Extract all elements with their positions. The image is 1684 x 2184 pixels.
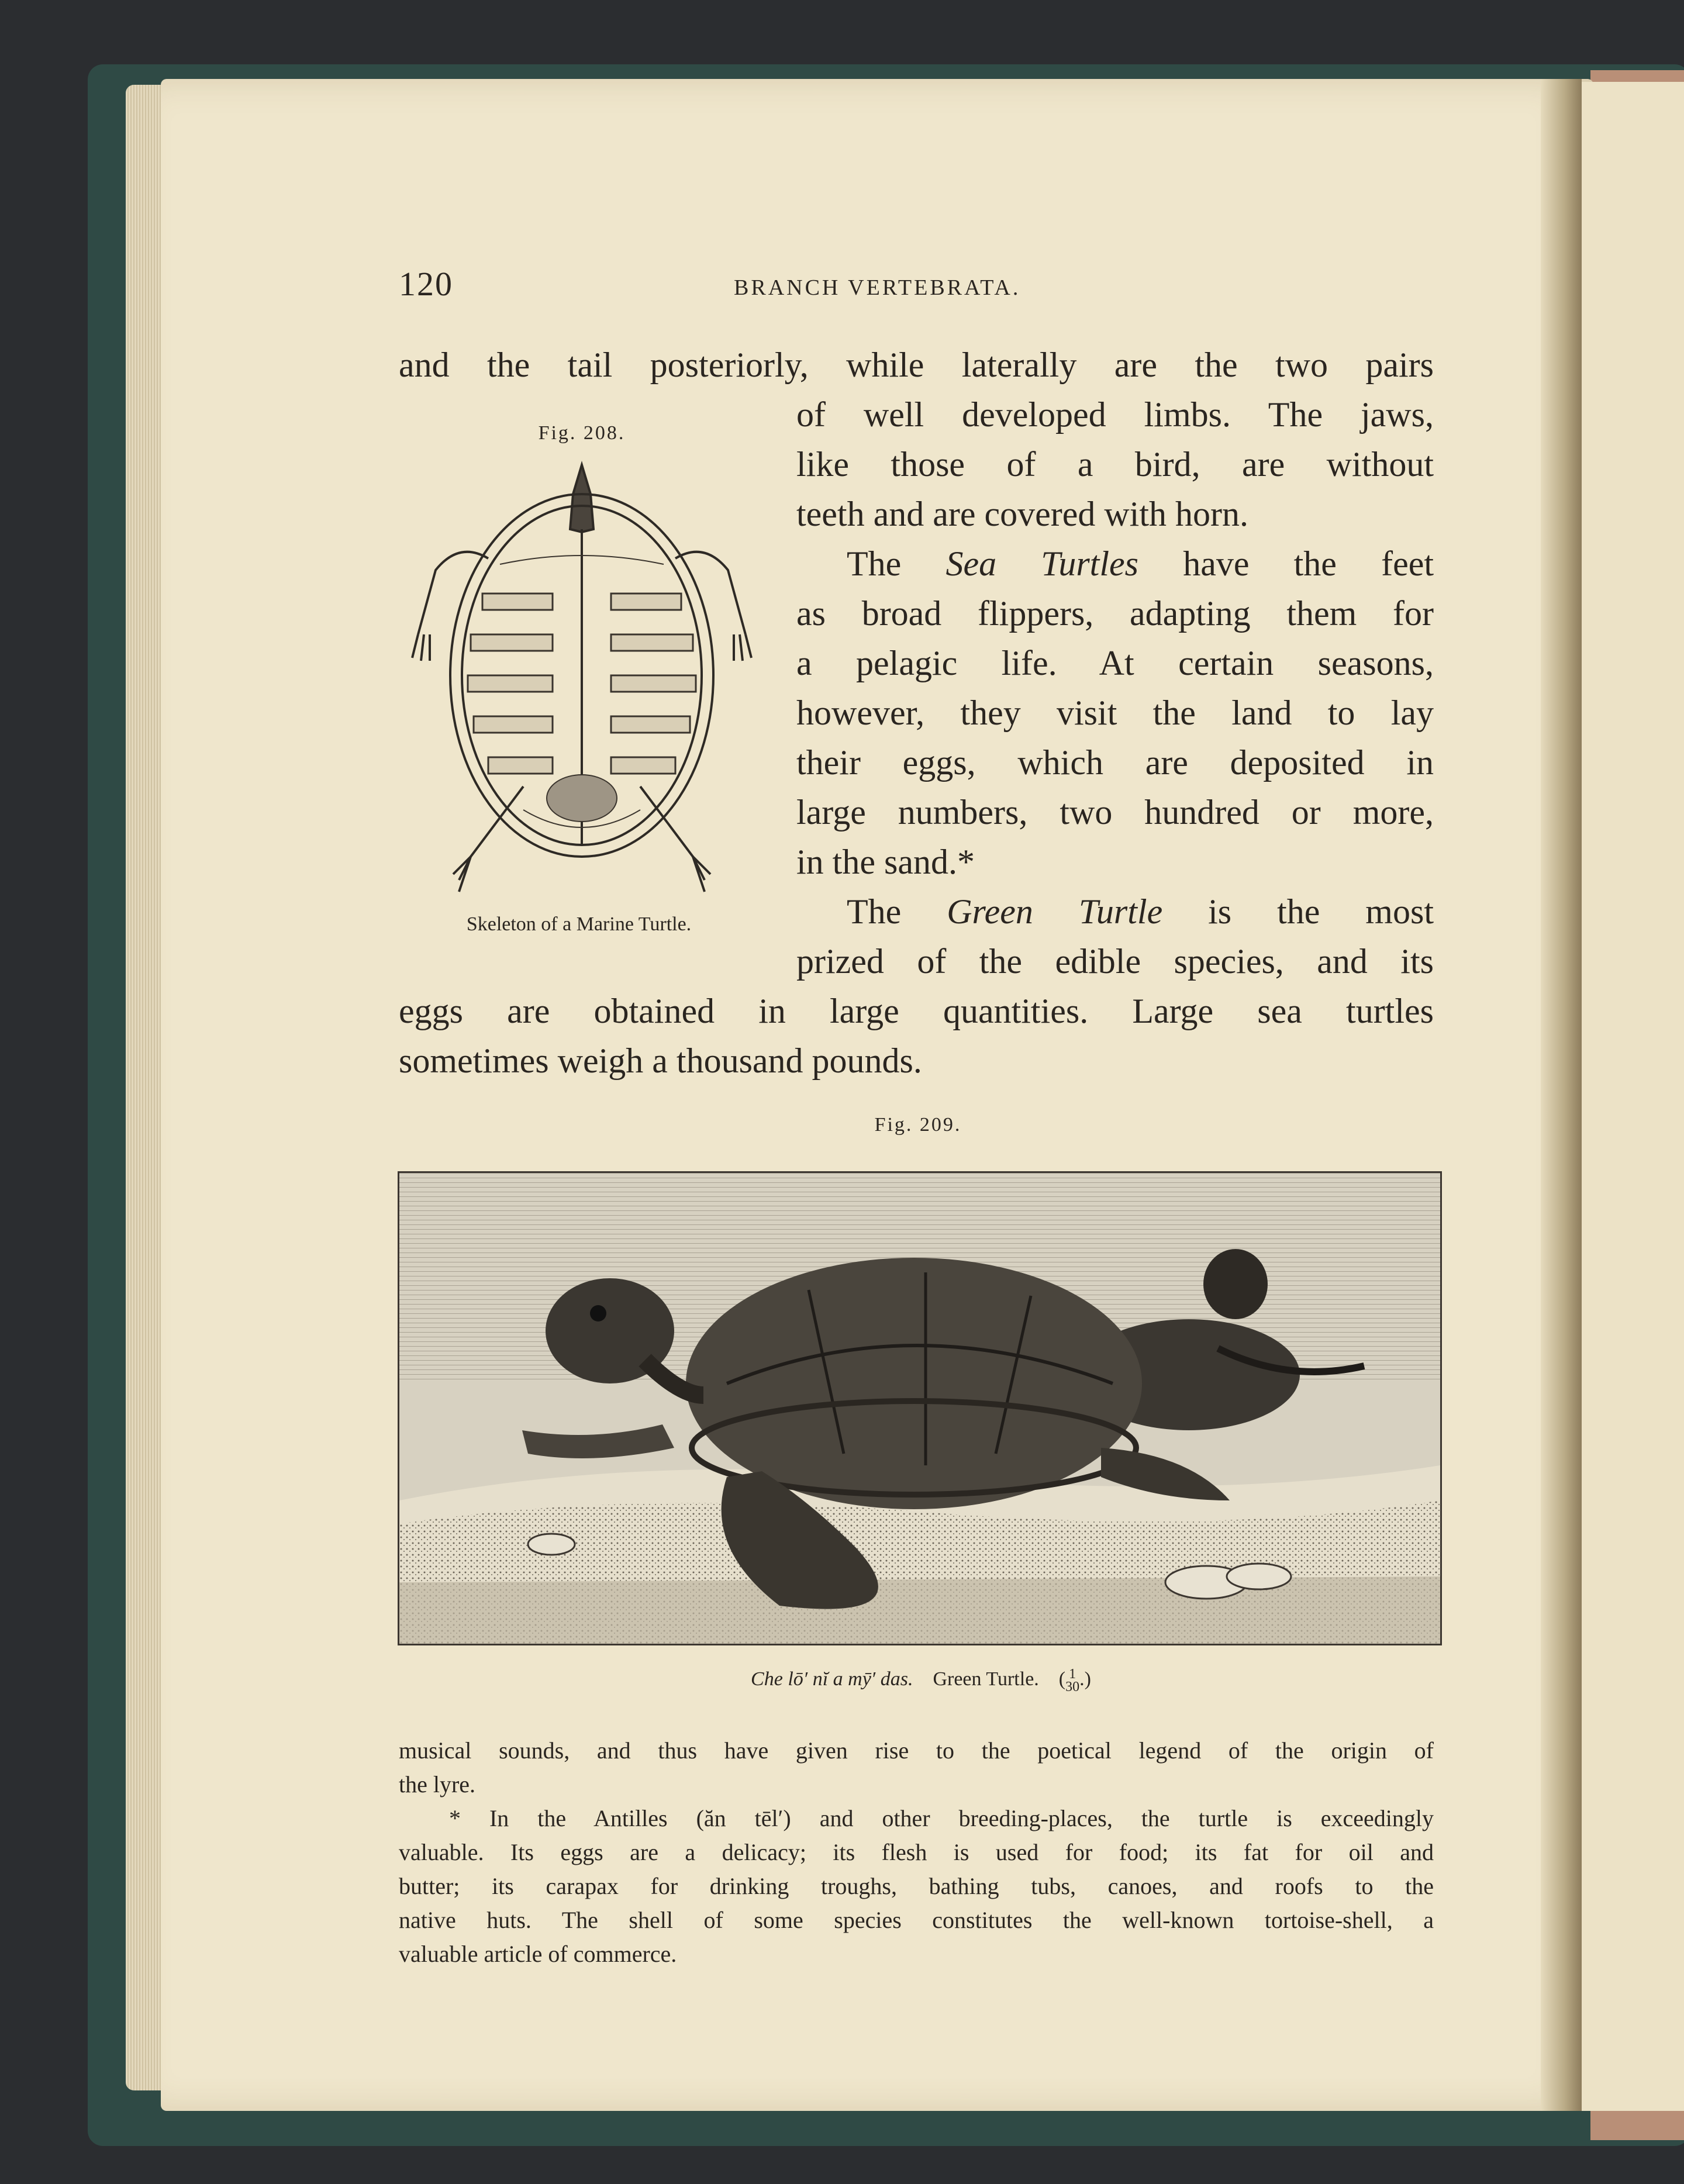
footnote-line: valuable. Its eggs are a delicacy; its flesh is used for food; its fat for oil and — [399, 1839, 1434, 1865]
text-line: prized of the edible species, and its — [796, 942, 1434, 981]
footnote-line: musical sounds, and thus have given rise to the poetical legend of the origin of — [399, 1737, 1434, 1764]
scale-close: .) — [1079, 1668, 1091, 1690]
text-line: in the sand.* — [796, 843, 975, 881]
common-name: Green Turtle. — [933, 1668, 1039, 1690]
footnote-line: the lyre. — [399, 1771, 476, 1797]
figure-208-caption: Skeleton of a Marine Turtle. — [466, 913, 692, 935]
footnote-line: * In the Antilles (ăn tēl′) and other breeding-places, the turtle is exceedingly — [449, 1805, 1434, 1831]
text-line: eggs are obtained in large quantities. Large sea turtles — [399, 992, 1434, 1030]
text-line: their eggs, which are deposited in — [796, 743, 1434, 782]
text-line: and the tail posteriorly, while laterally are the two pairs — [399, 346, 1434, 384]
text-line: like those of a bird, are without — [796, 445, 1434, 484]
scientific-name: Che lō′ nĭ a mȳ′ das. — [751, 1668, 913, 1690]
turtle-skeleton-illustration — [406, 459, 757, 898]
text-line: large numbers, two hundred or more, — [796, 793, 1434, 831]
text-line: sometimes weigh a thousand pounds. — [399, 1041, 922, 1080]
footnote-line: native huts. The shell of some species constitutes the well-known tortoise-shell, a — [399, 1907, 1434, 1933]
text-line: The Sea Turtles have the feet — [847, 544, 1434, 583]
footnote-line: butter; its carapax for drinking troughs, bathing tubs, canoes, and roofs to the — [399, 1873, 1434, 1899]
text-line: of well developed limbs. The jaws, — [796, 395, 1434, 434]
footnote-line: valuable article of commerce. — [399, 1941, 677, 1967]
running-head: BRANCH VERTEBRATA. — [734, 275, 1021, 300]
text-line: a pelagic life. At certain seasons, — [796, 644, 1434, 682]
page-number: 120 — [399, 265, 453, 303]
scale-fraction: 1 30 — [1065, 1667, 1080, 1695]
text-line: teeth and are covered with horn. — [796, 495, 1248, 533]
text-line: as broad flippers, adapting them for — [796, 594, 1434, 633]
text-line: however, they visit the land to lay — [796, 694, 1434, 732]
text-line: The Green Turtle is the most — [847, 892, 1434, 931]
green-turtle-illustration — [398, 1171, 1442, 1645]
figure-209-caption — [672, 1668, 1169, 1693]
scale-open: ( — [1058, 1668, 1066, 1690]
figure-208-label: Fig. 208. — [538, 422, 626, 444]
figure-209-label: Fig. 209. — [874, 1114, 962, 1136]
